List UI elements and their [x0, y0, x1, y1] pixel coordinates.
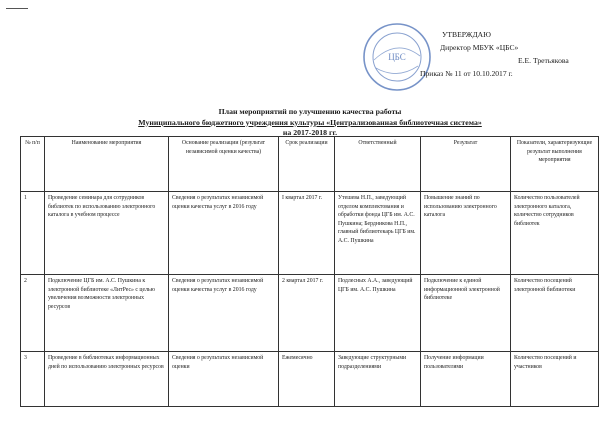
- row-responsible: Заведующие структурными подразделениями: [335, 352, 421, 407]
- approval-position: Директор МБУК «ЦБС»: [440, 43, 519, 52]
- approval-block: [420, 28, 596, 80]
- title-line-3: на 2017-2018 гг.: [282, 128, 338, 137]
- row-number: 2: [21, 275, 45, 352]
- row-result: Подключение к единой информационной электронной библиотеке: [421, 275, 511, 352]
- header-cell: Наименование мероприятия: [45, 137, 169, 192]
- row-responsible: Подлесных А.А., заведующий ЦГБ им. А.С. Пушкина: [335, 275, 421, 352]
- row-result: Повышение знаний по использованию электронного каталога: [421, 192, 511, 275]
- row-basis: Сведения о результатах независимой оценки: [169, 352, 279, 407]
- table-row: [21, 352, 599, 407]
- row-result: Получение информации пользователями: [421, 352, 511, 407]
- row-indicators: Количество посещений и участников: [511, 352, 599, 407]
- row-activity: Проведение семинара для сотрудников библиотек по использованию электронного каталога в учебном процессе: [45, 192, 169, 275]
- row-number: 1: [21, 192, 45, 275]
- row-activity: Подключение ЦГБ им. А.С. Пушкина к электронной библиотеке «ЛитРес» с целью увеличения возможности электронных ресурсов: [45, 275, 169, 352]
- row-number: 3: [21, 352, 45, 407]
- row-basis: Сведения о результатах независимой оценки качества услуг в 2016 году: [169, 275, 279, 352]
- header-cell: Ответственный: [335, 137, 421, 192]
- approval-heading: УТВЕРЖДАЮ: [442, 30, 491, 39]
- header-cell: Показатели, характеризующие результат выполнения мероприятия: [511, 137, 599, 192]
- header-cell: Срок реализации: [279, 137, 335, 192]
- row-term: I квартал 2017 г.: [279, 192, 335, 275]
- header-cell: Основание реализации (результат независимой оценки качества): [169, 137, 279, 192]
- row-basis: Сведения о результатах независимой оценки качества услуг в 2016 году: [169, 192, 279, 275]
- table-row: [21, 192, 599, 275]
- table-row: [21, 275, 599, 352]
- header-cell: Результат: [421, 137, 511, 192]
- plan-table: [20, 136, 599, 407]
- row-indicators: Количество посещений электронной библиотеки: [511, 275, 599, 352]
- row-activity: Проведение в библиотеках информационных дней по использованию электронных ресурсов: [45, 352, 169, 407]
- header-cell: № п/п: [21, 137, 45, 192]
- stamp-text: ЦБС: [388, 52, 406, 62]
- row-indicators: Количество пользователей электронного каталога, количество сотрудников библиотек: [511, 192, 599, 275]
- row-term: Ежемесячно: [279, 352, 335, 407]
- title-line-2: Муниципального бюджетного учреждения культуры «Централизованная библиотечная система»: [138, 117, 482, 127]
- row-term: 2 квартал 2017 г.: [279, 275, 335, 352]
- approval-order: Приказ № 11 от 10.10.2017 г.: [420, 69, 513, 78]
- title-line-1: План мероприятий по улучшению качества работы: [218, 107, 402, 116]
- approval-signatory: Е.Е. Третьякова: [518, 56, 569, 65]
- document-title: [110, 107, 510, 139]
- corner-line: [6, 8, 28, 9]
- table-header-row: [21, 137, 599, 192]
- row-responsible: Утешева Н.П., заведующий отделом комплектования и обработки фонда ЦГБ им. А.С. Пушкина; Бердникова Н.П., главный библиотекарь ЦГБ им. А.С. Пушкина: [335, 192, 421, 275]
